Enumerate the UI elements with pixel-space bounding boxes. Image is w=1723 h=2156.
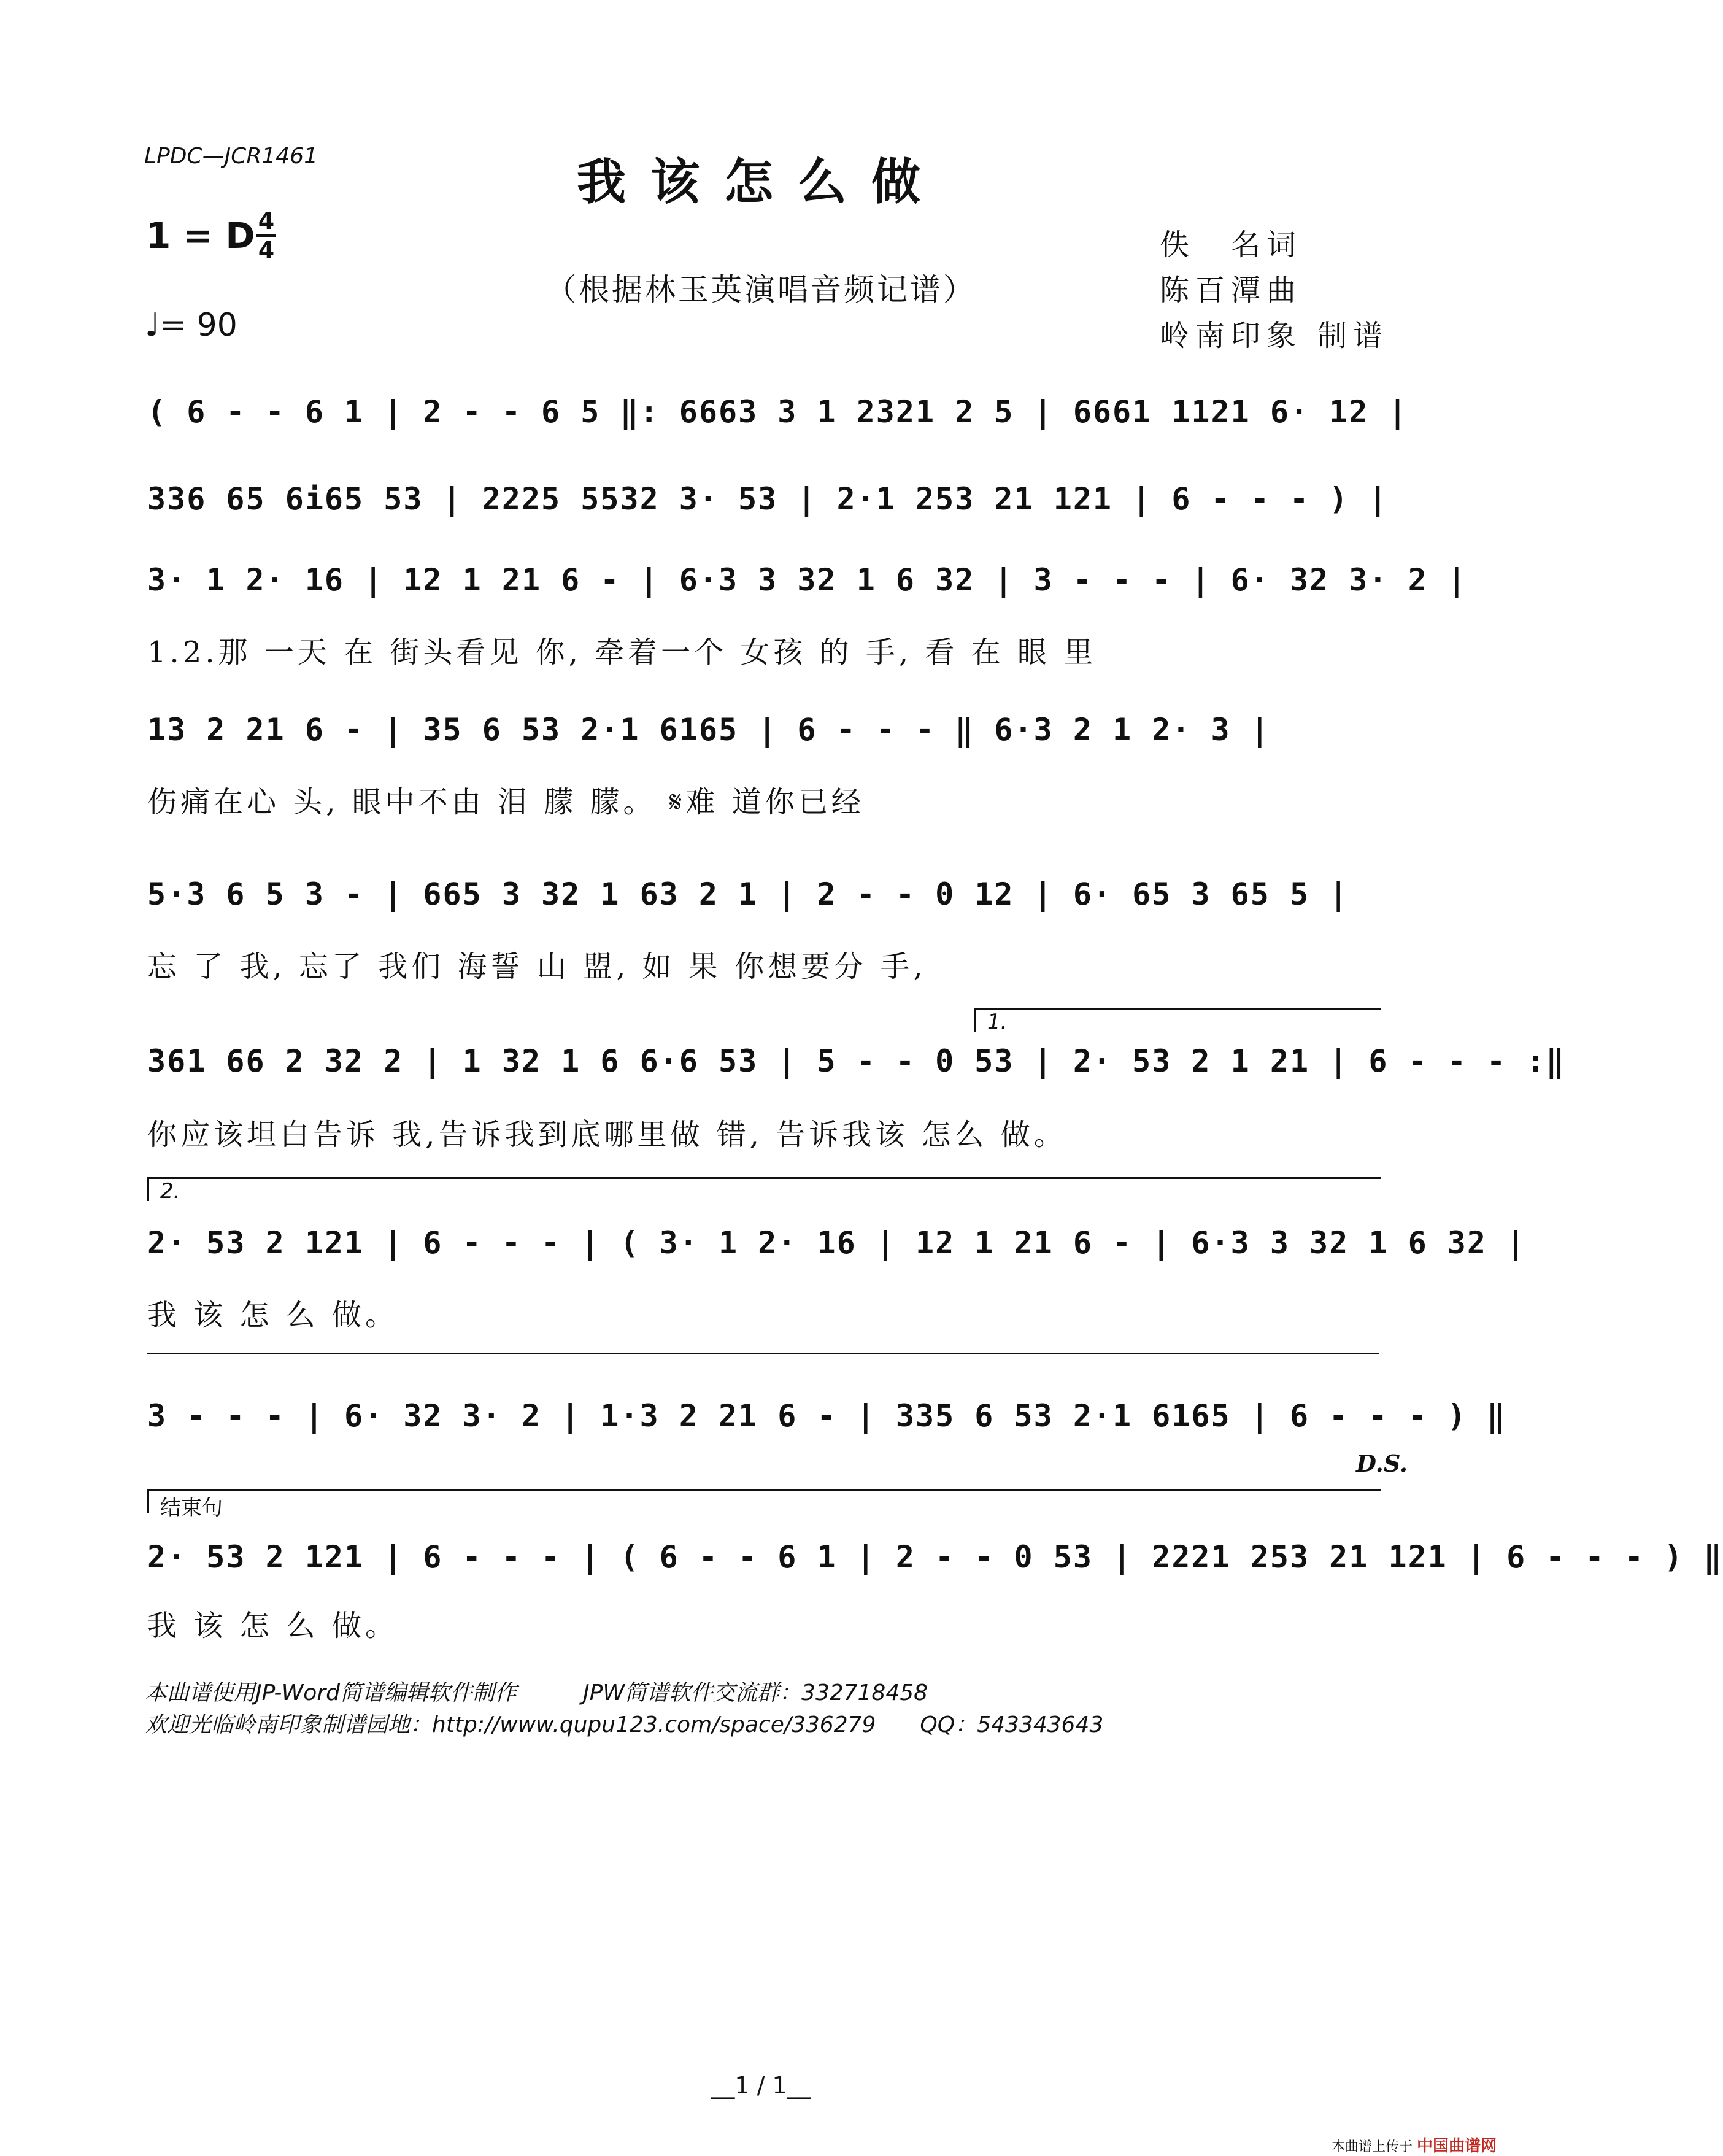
lyric-line-5: 忘 了 我, 忘了 我们 海誓 山 盟, 如 果 你想要分 手, — [147, 949, 927, 984]
lyric-line-4: 伤痛在心 头, 眼中不由 泪 朦 朦。 𝄋难 道你已经 — [147, 785, 865, 819]
meter-bottom: 4 — [258, 237, 275, 264]
dal-segno-mark: D.S. — [1356, 1450, 1408, 1477]
notation-line-6: 361 66 2 32 2 | 1 32 1 6 6·6 53 | 5 - - 0 53 | 2· 53 2 1 21 | 6 - - - :‖ — [147, 1043, 1566, 1079]
volta-2-label: 2. — [160, 1179, 180, 1204]
first-ending-bracket — [974, 1008, 1381, 1032]
lyric-line-6: 你应该坦白告诉 我,告诉我到底哪里做 错, 告诉我该 怎么 做。 — [147, 1118, 1067, 1152]
meter-top: 4 — [258, 207, 275, 234]
notation-line-7: 2· 53 2 121 | 6 - - - | ( 3· 1 2· 16 | 12 1 21 6 - | 6·3 3 32 1 6 32 | — [147, 1225, 1527, 1261]
footer-website-note: 欢迎光临岭南印象制谱园地：http://www.qupu123.com/space/336279 QQ：543343643 — [145, 1712, 1104, 1737]
lyricist: 佚 名词 — [1160, 228, 1303, 262]
subtitle: （根据林玉英演唱音频记谱） — [545, 272, 976, 307]
ending-label: 结束句 — [160, 1496, 223, 1520]
credits — [1160, 222, 1389, 358]
upload-note: 本曲谱上传于 — [1332, 2139, 1413, 2155]
notation-line-8: 3 - - - | 6· 32 3· 2 | 1·3 2 21 6 - | 335 6 53 2·1 6165 | 6 - - - ) ‖ — [147, 1398, 1507, 1434]
page-number: __1 / 1__ — [711, 2072, 811, 2099]
volta-1-label: 1. — [987, 1010, 1008, 1034]
tempo-marking — [145, 307, 237, 344]
site-watermark — [1332, 2133, 1497, 2156]
notation-line-3: 3· 1 2· 16 | 12 1 21 6 - | 6·3 3 32 1 6 32 | 3 - - - | 6· 32 3· 2 | — [147, 562, 1467, 598]
score-code: LPDC—JCR1461 — [144, 144, 318, 169]
notation-line-4: 13 2 21 6 - | 35 6 53 2·1 6165 | 6 - - - ‖ 6·3 2 1 2· 3 | — [147, 712, 1270, 748]
quarter-note-icon: ♩ — [145, 307, 160, 344]
key-signature: 1 = D — [146, 215, 255, 257]
system-rule — [147, 1353, 1379, 1354]
notation-line-2: 336 65 6i65 53 | 2225 5532 3· 53 | 2·1 253 21 121 | 6 - - - ) | — [147, 481, 1389, 517]
lyric-line-7: 我 该 怎 么 做。 — [147, 1298, 399, 1332]
lyric-line-9: 我 该 怎 么 做。 — [147, 1609, 399, 1643]
ending-bracket — [147, 1489, 1381, 1520]
lyric-line-3: 1.2.那 一天 在 街头看见 你, 牵着一个 女孩 的 手, 看 在 眼 里 — [147, 635, 1097, 670]
notation-line-9: 2· 53 2 121 | 6 - - - | ( 6 - - 6 1 | 2 - - 0 53 | 2221 253 21 121 | 6 - - - ) ‖ — [147, 1539, 1723, 1575]
composer: 陈百潭曲 — [1160, 273, 1303, 307]
notation-line-1: ( 6 - - 6 1 | 2 - - 6 5 ‖: 6663 3 1 2321 2 5 | 6661 1121 6· 12 | — [147, 394, 1408, 430]
second-ending-bracket — [147, 1177, 1381, 1204]
notation-line-5: 5·3 6 5 3 - | 665 3 32 1 63 2 1 | 2 - - 0 12 | 6· 65 3 65 5 | — [147, 876, 1349, 912]
arranger: 岭南印象 制谱 — [1160, 319, 1389, 353]
tempo-value: = 90 — [160, 307, 237, 344]
time-signature — [256, 209, 276, 263]
footer-software-note: 本曲谱使用JP-Word简谱编辑软件制作 JPW简谱软件交流群：332718458 — [145, 1680, 928, 1706]
song-title: 我该怎么做 — [577, 153, 945, 211]
site-name: 中国曲谱网 — [1417, 2137, 1497, 2155]
